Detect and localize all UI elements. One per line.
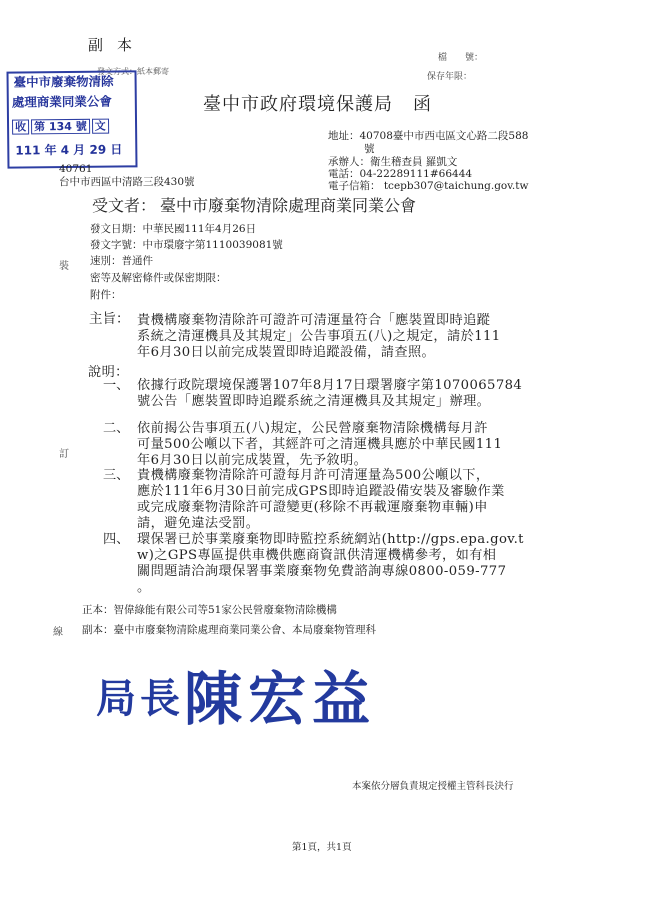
subject-label: 主旨： [89,311,130,327]
recipient-address: 台中市西區中清路三段430號 [59,176,195,188]
stamp-org-line1: 臺中市廢棄物清除 [13,73,114,90]
item-number: 四、 [103,532,130,547]
item-number: 二、 [103,421,130,436]
receiver-name: 臺中市廢棄物清除處理商業同業公會 [160,196,417,215]
receiver-label: 受文者： [92,196,157,215]
item-line: 依前揭公告事項五(八)規定，公民營廢棄物清除機構每月許 [137,421,488,436]
item-line: 。 [137,580,151,595]
letter-type: 函 [413,94,431,115]
subject-line: 年6月30日以前完成裝置即時追蹤設備，請查照。 [137,345,436,360]
signature-title: 局長 [96,676,184,722]
file-number-label: 檔 號： [438,53,484,63]
item-line: 環保署已於事業廢棄物即時監控系統網站(http://gps.epa.gov.t [137,532,524,547]
stamp-receipt-row [12,119,111,135]
item-line: w)之GPS專區提供車機供應商資訊供清運機構參考，如有相 [137,548,497,563]
explanation-label: 說明： [88,365,129,380]
stamp-receipt-suffix: 文 [92,119,109,134]
stamp-received-date: 111 年 4 月 29 日 [15,142,123,158]
margin-binding-mark: 裝 [59,261,69,272]
sender-address-line1: 地址：40708臺中市西屯區文心路二段588 [328,130,529,142]
item-line: 可量500公噸以下者，其經許可之清運機具應於中華民國111 [137,437,503,452]
sender-address-line2: 號 [364,143,375,155]
letter-title: 臺中市政府環境保護局 [203,94,393,115]
item-line: 或完成廢棄物清除許可證變更(移除不再載運廢棄物車輛)申 [137,500,488,515]
issue-date: 發文日期：中華民國111年4月26日 [90,223,257,235]
item-line: 關問題請洽詢環保署事業廢棄物免費諮詢專線0800-059-777 [137,564,507,579]
margin-line-mark: 線 [53,627,63,638]
item-number: 三、 [103,468,130,483]
subject-line: 系統之清運機具及其規定」公告事項五(八)之規定，請於111 [137,329,501,344]
security-level: 密等及解密條件或保密期限： [90,272,227,284]
attachment: 附件： [90,289,122,301]
signature-name: 陳宏益 [184,665,377,733]
item-line: 依據行政院環境保護署107年8月17日環署廢字第1070065784 [137,378,523,393]
copy-mark: 副本 [88,36,147,54]
item-line: 號公告「應裝置即時追蹤系統之清運機具及其規定」辦理。 [137,394,491,409]
retention-label: 保存年限： [427,72,473,82]
receipt-stamp [6,70,137,168]
contact-phone: 電話：04-22289111#66444 [328,168,473,180]
recipient-postcode: 40761 [59,163,93,175]
item-line: 貴機構廢棄物清除許可證每月許可清運量為500公噸以下， [137,468,490,483]
subject-line: 貴機構廢棄物清除許可證許可清運量符合「應裝置即時追蹤 [137,313,491,328]
item-line: 應於111年6月30日前完成GPS即時追蹤設備安裝及審驗作業 [137,484,505,499]
stamp-org-line2: 處理商業同業公會 [11,93,112,110]
page-number: 第1頁，共1頁 [292,842,352,853]
item-line: 年6月30日以前完成裝置，先予敘明。 [137,453,368,468]
director-signature-seal [96,665,566,744]
delegation-note: 本案依分層負責規定授權主管科長決行 [352,781,514,792]
contact-email: 電子信箱： tcepb307@taichung.gov.tw [328,180,529,192]
item-line: 請，避免違法受罰。 [137,516,260,531]
delivery-speed: 速別：普通件 [90,255,153,267]
stamp-receipt-number: 第 134 號 [31,119,90,135]
item-number: 一、 [103,378,130,393]
contact-person: 承辦人：衛生稽查員 羅凱文 [328,156,458,168]
margin-staple-mark: 訂 [59,449,69,460]
copy-recipients: 副本：臺中市廢棄物清除處理商業同業公會、本局廢棄物管理科 [82,624,376,636]
document-number: 發文字號：中市環廢字第1110039081號 [90,239,283,251]
main-recipients: 正本：智偉綠能有限公司等51家公民營廢棄物清除機構 [82,604,337,616]
sender-note: 發文方式：紙本郵寄 [97,67,169,76]
stamp-receipt-prefix: 收 [12,119,29,134]
